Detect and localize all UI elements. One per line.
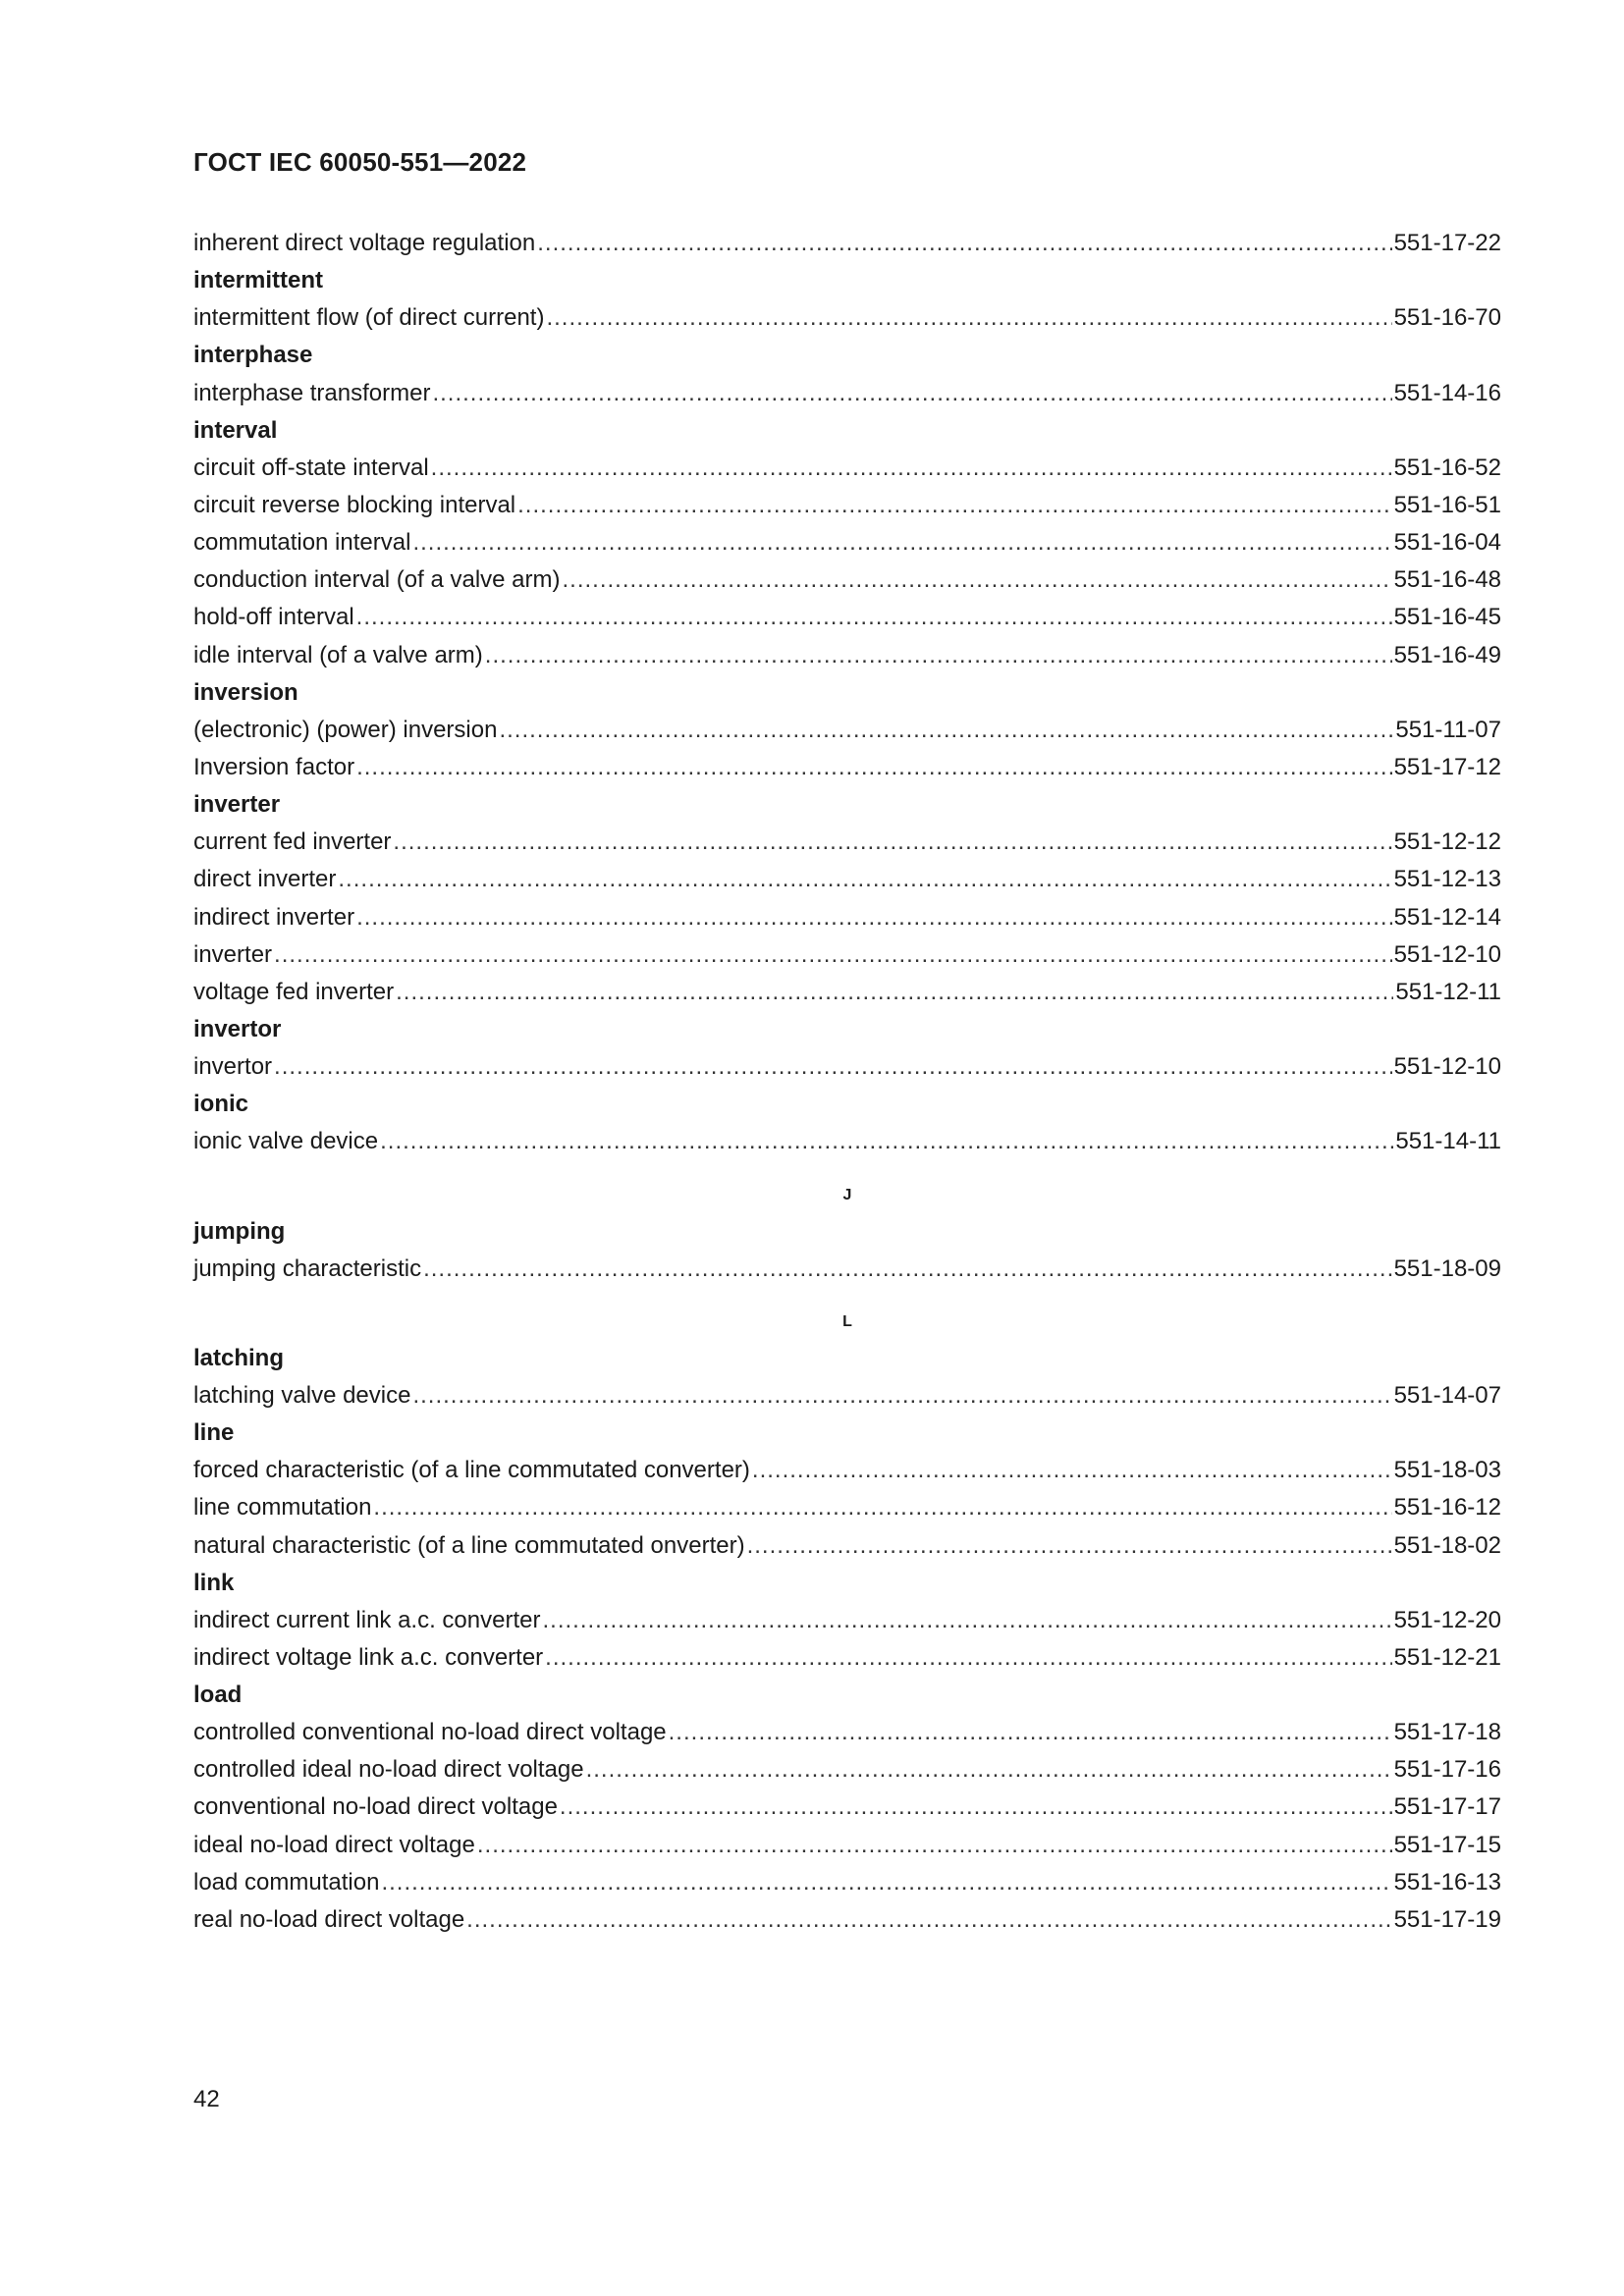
entry-reference: 551-16-70 [1393,304,1501,332]
index-heading: inverter [193,791,281,819]
index-entry [193,225,1501,262]
entry-term: intermittent flow (of direct current) [193,304,545,332]
entry-reference: 551-12-20 [1393,1606,1501,1633]
entry-term: inherent direct voltage regulation [193,230,536,256]
entry-reference: 551-18-03 [1393,1457,1501,1484]
entry-reference: 551-17-18 [1393,1719,1501,1746]
index-entry [193,1714,1501,1751]
dot-leader [499,712,1393,749]
index-entry [193,375,1501,412]
entry-term: line commutation [193,1494,372,1522]
dot-leader [412,1377,1391,1415]
page-number: 42 [193,2086,220,2112]
dot-leader [373,1489,1391,1526]
index-heading: intermittent [193,267,323,294]
dot-leader [393,824,1391,861]
index-entry [193,1123,1501,1160]
term-index [193,225,1501,1939]
entry-term: controlled ideal no-load direct voltage [193,1756,584,1784]
dot-leader [586,1751,1392,1789]
dot-leader [560,1789,1392,1826]
entry-reference: 551-12-12 [1393,828,1501,856]
index-entry [193,974,1501,1011]
index-entry [193,1789,1501,1826]
entry-term: circuit off-state interval [193,454,429,481]
index-entry [193,637,1501,674]
index-entry [193,524,1501,561]
index-heading: invertor [193,1015,282,1042]
entry-reference: 551-17-16 [1393,1756,1501,1784]
dot-leader [432,375,1391,412]
dot-leader [380,1123,1393,1160]
entry-reference: 551-16-04 [1393,529,1501,557]
document-header: ГОСТ IEC 60050-551—2022 [193,147,527,177]
entry-term: natural characteristic (of a line commutated onverter) [193,1531,745,1559]
dot-leader [563,561,1392,599]
entry-reference: 551-17-17 [1393,1793,1501,1821]
index-entry [193,1489,1501,1526]
dot-leader [412,524,1391,561]
entry-reference: 551-16-45 [1393,604,1501,631]
index-entry [193,1602,1501,1639]
dot-leader [423,1251,1391,1288]
entry-reference: 551-12-10 [1393,940,1501,968]
dot-leader [485,637,1392,674]
entry-reference: 551-12-21 [1393,1643,1501,1671]
index-heading: inversion [193,678,298,706]
entry-reference: 551-17-15 [1393,1831,1501,1858]
letter-divider: J [842,1186,852,1203]
index-entry [193,712,1501,749]
index-entry [193,749,1501,786]
entry-reference: 551-12-11 [1395,978,1501,1005]
dot-leader [546,299,1391,337]
entry-reference: 551-16-48 [1393,566,1501,594]
dot-leader [396,974,1393,1011]
entry-term: direct inverter [193,866,337,893]
entry-reference: 551-17-12 [1393,753,1501,780]
index-entry [193,936,1501,974]
dot-leader [537,225,1391,262]
index-entry [193,1864,1501,1901]
index-entry [193,1377,1501,1415]
index-entry [193,899,1501,936]
letter-divider: L [842,1312,852,1330]
dot-leader [517,487,1391,524]
entry-reference: 551-16-12 [1393,1494,1501,1522]
index-entry [193,1251,1501,1288]
index-heading: latching [193,1344,285,1371]
entry-term: ionic valve device [193,1128,379,1155]
index-heading: line [193,1419,235,1447]
entry-term: conduction interval (of a valve arm) [193,566,561,594]
entry-reference: 551-12-10 [1393,1053,1501,1081]
index-entry [193,1048,1501,1086]
dot-leader [381,1864,1391,1901]
entry-term: ideal no-load direct voltage [193,1831,475,1858]
entry-reference: 551-12-13 [1393,866,1501,893]
entry-reference: 551-14-16 [1393,379,1501,406]
entry-term: circuit reverse blocking interval [193,491,516,518]
entry-reference: 551-14-07 [1393,1381,1501,1409]
entry-term: indirect voltage link a.c. converter [193,1643,544,1671]
index-heading: load [193,1682,243,1709]
dot-leader [356,899,1392,936]
dot-leader [669,1714,1392,1751]
index-heading: jumping [193,1217,286,1245]
entry-reference: 551-18-09 [1393,1255,1501,1282]
entry-term: jumping characteristic [193,1255,422,1282]
entry-term: current fed inverter [193,828,392,856]
index-entry [193,1901,1501,1939]
index-entry [193,1452,1501,1489]
entry-term: hold-off interval [193,604,354,631]
index-entry [193,824,1501,861]
dot-leader [747,1527,1392,1565]
dot-leader [356,599,1392,636]
entry-term: latching valve device [193,1381,411,1409]
index-heading: ionic [193,1091,249,1118]
entry-reference: 551-14-11 [1395,1128,1501,1155]
dot-leader [545,1639,1391,1677]
entry-term: forced characteristic (of a line commutated converter) [193,1457,750,1484]
entry-reference: 551-17-22 [1393,230,1501,256]
entry-reference: 551-18-02 [1393,1531,1501,1559]
entry-term: inverter [193,940,273,968]
entry-term: idle interval (of a valve arm) [193,641,483,668]
entry-term: voltage fed inverter [193,978,395,1005]
index-entry [193,599,1501,636]
entry-term: commutation interval [193,529,411,557]
dot-leader [274,1048,1392,1086]
index-entry [193,1527,1501,1565]
index-entry [193,1639,1501,1677]
entry-reference: 551-17-19 [1393,1905,1501,1933]
index-heading: interval [193,416,278,444]
entry-term: indirect inverter [193,903,355,931]
index-entry [193,861,1501,898]
entry-reference: 551-16-49 [1393,641,1501,668]
entry-term: controlled conventional no-load direct voltage [193,1719,667,1746]
index-entry [193,1751,1501,1789]
entry-reference: 551-16-13 [1393,1868,1501,1896]
dot-leader [274,936,1392,974]
entry-term: real no-load direct voltage [193,1905,465,1933]
index-entry [193,450,1501,487]
index-entry [193,561,1501,599]
entry-term: invertor [193,1053,273,1081]
entry-reference: 551-12-14 [1393,903,1501,931]
entry-term: (electronic) (power) inversion [193,716,498,743]
entry-term: indirect current link a.c. converter [193,1606,541,1633]
entry-term: load commutation [193,1868,380,1896]
dot-leader [542,1602,1391,1639]
dot-leader [477,1827,1392,1864]
index-heading: link [193,1569,235,1596]
dot-leader [466,1901,1391,1939]
dot-leader [338,861,1391,898]
index-entry [193,1827,1501,1864]
dot-leader [356,749,1392,786]
index-entry [193,299,1501,337]
dot-leader [431,450,1392,487]
entry-term: conventional no-load direct voltage [193,1793,558,1821]
index-heading: interphase [193,342,313,369]
entry-term: interphase transformer [193,379,431,406]
index-entry [193,487,1501,524]
entry-reference: 551-11-07 [1395,716,1501,743]
dot-leader [752,1452,1392,1489]
entry-reference: 551-16-52 [1393,454,1501,481]
entry-reference: 551-16-51 [1393,491,1501,518]
entry-term: Inversion factor [193,753,355,780]
